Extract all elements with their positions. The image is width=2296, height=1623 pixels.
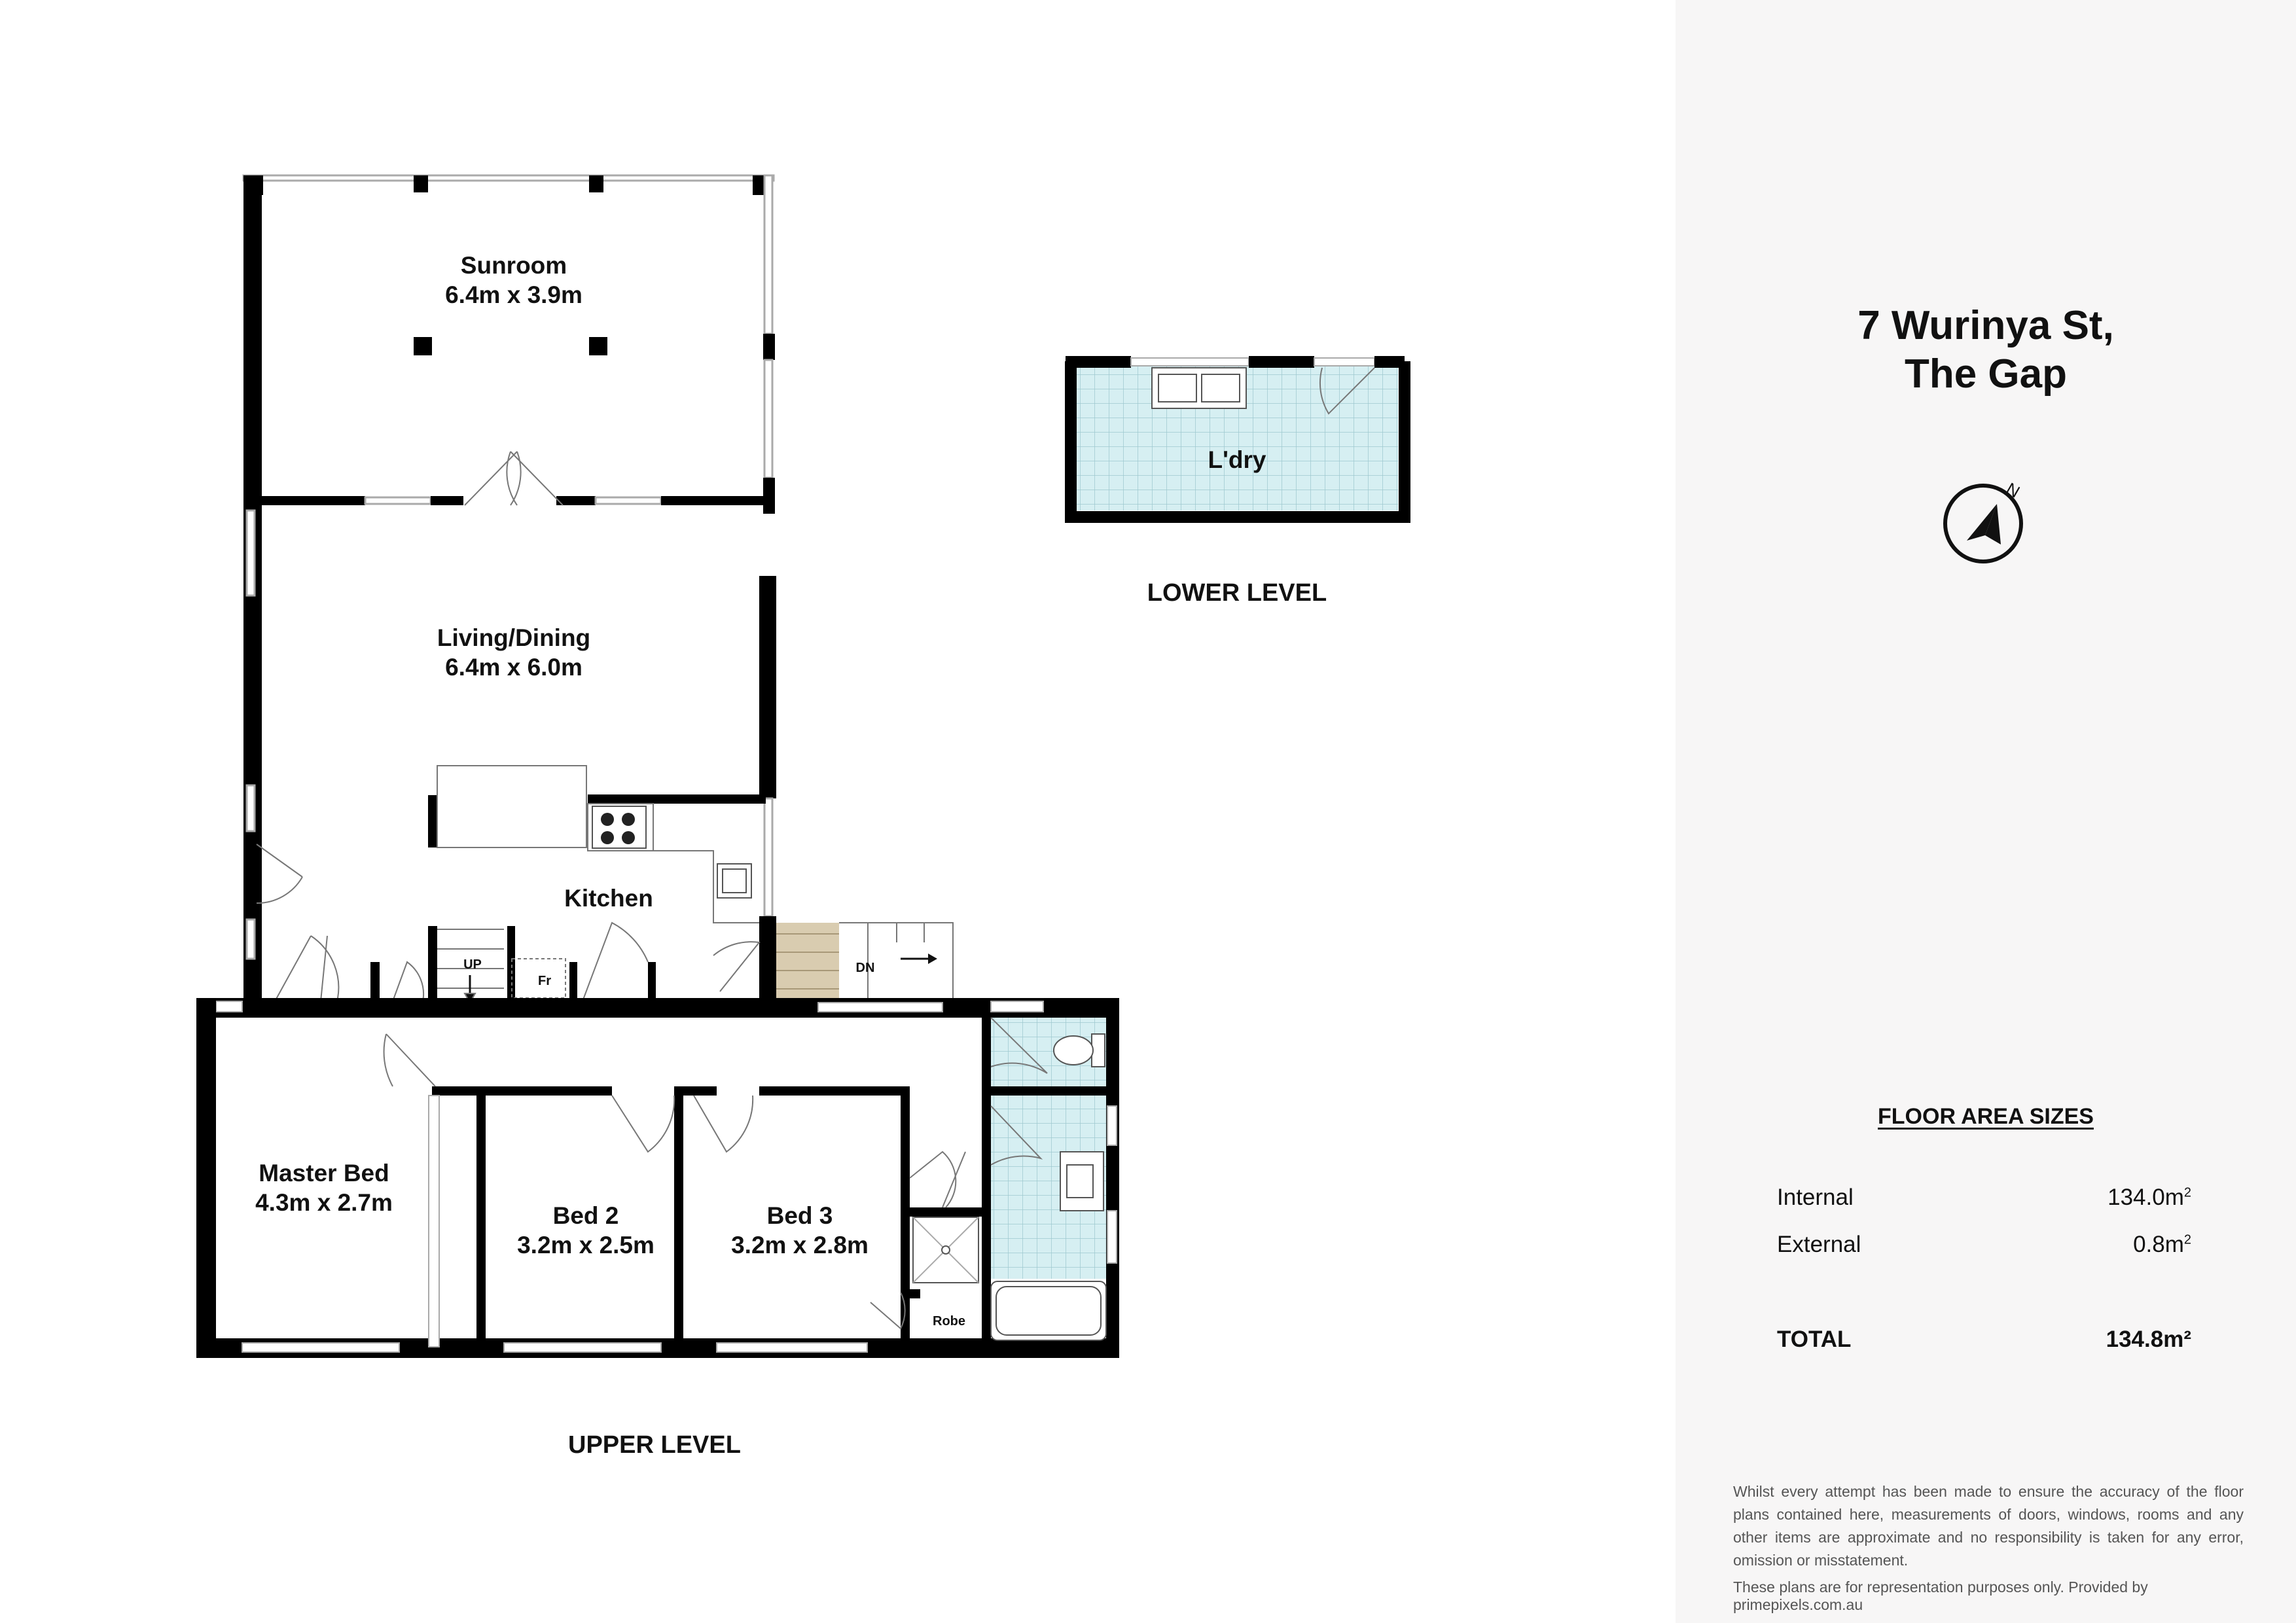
total-value: 134.8m²: [2106, 1327, 2191, 1352]
sunroom-name: Sunroom: [460, 252, 567, 279]
bathtub-icon: [991, 1281, 1106, 1340]
address-line-1: 7 Wurinya St,: [1857, 303, 2114, 348]
upper-level-title: UPPER LEVEL: [568, 1431, 741, 1459]
shower-icon: [913, 1217, 978, 1283]
info-panel: [1676, 0, 2296, 1623]
kitchen-name: Kitchen: [564, 885, 653, 912]
address-line-2: The Gap: [1904, 351, 2068, 397]
vanity-icon: [1060, 1152, 1103, 1211]
compass-north-label: N: [2003, 478, 2024, 502]
compass-icon: [1939, 473, 2031, 564]
door-swings: [257, 452, 759, 1001]
stairs-up-label: UP: [463, 957, 482, 972]
floor-area-title: FLOOR AREA SIZES: [1878, 1104, 2094, 1129]
master-bed-size: 4.3m x 2.7m: [255, 1189, 393, 1216]
bed3-name: Bed 3: [766, 1202, 833, 1229]
cooktop-icon: [592, 806, 646, 848]
laundry-tubs-icon: [1152, 368, 1246, 408]
bathroom: [913, 1018, 1106, 1340]
stairs-down-label: DN: [855, 961, 875, 975]
disclaimer-text: Whilst every attempt has been made to ensure the accuracy of the floor plans contained here, measurements of doors, windows, rooms and any other items are approximate and no responsibility is taken for any error, omission or misstatement.: [1733, 1483, 2244, 1569]
bed3-size: 3.2m x 2.8m: [731, 1232, 869, 1258]
external-label: External: [1777, 1232, 1861, 1257]
provided-by-text: These plans are for representation purposes only. Provided by primepixels.com.au: [1733, 1578, 2148, 1613]
living-size: 6.4m x 6.0m: [445, 654, 583, 681]
sunroom-size: 6.4m x 3.9m: [445, 281, 583, 308]
internal-value: $134.0m^2$: [2108, 1185, 2191, 1210]
lower-level-title: LOWER LEVEL: [1147, 579, 1327, 607]
laundry-name: L'dry: [1208, 446, 1266, 473]
internal-label: Internal: [1777, 1185, 1854, 1210]
sink-icon: [717, 864, 751, 898]
bed2-size: 3.2m x 2.5m: [517, 1232, 655, 1258]
master-bed-name: Master Bed: [259, 1160, 389, 1186]
lower-level: [1066, 356, 1405, 517]
bed2-name: Bed 2: [552, 1202, 619, 1229]
living-name: Living/Dining: [437, 624, 591, 651]
total-label: TOTAL: [1777, 1327, 1852, 1352]
robe-label: Robe: [933, 1314, 965, 1329]
toilet-icon: [1054, 1034, 1105, 1067]
fridge-label: Fr: [538, 974, 551, 988]
external-value: $0.8m^2$: [2133, 1232, 2191, 1257]
